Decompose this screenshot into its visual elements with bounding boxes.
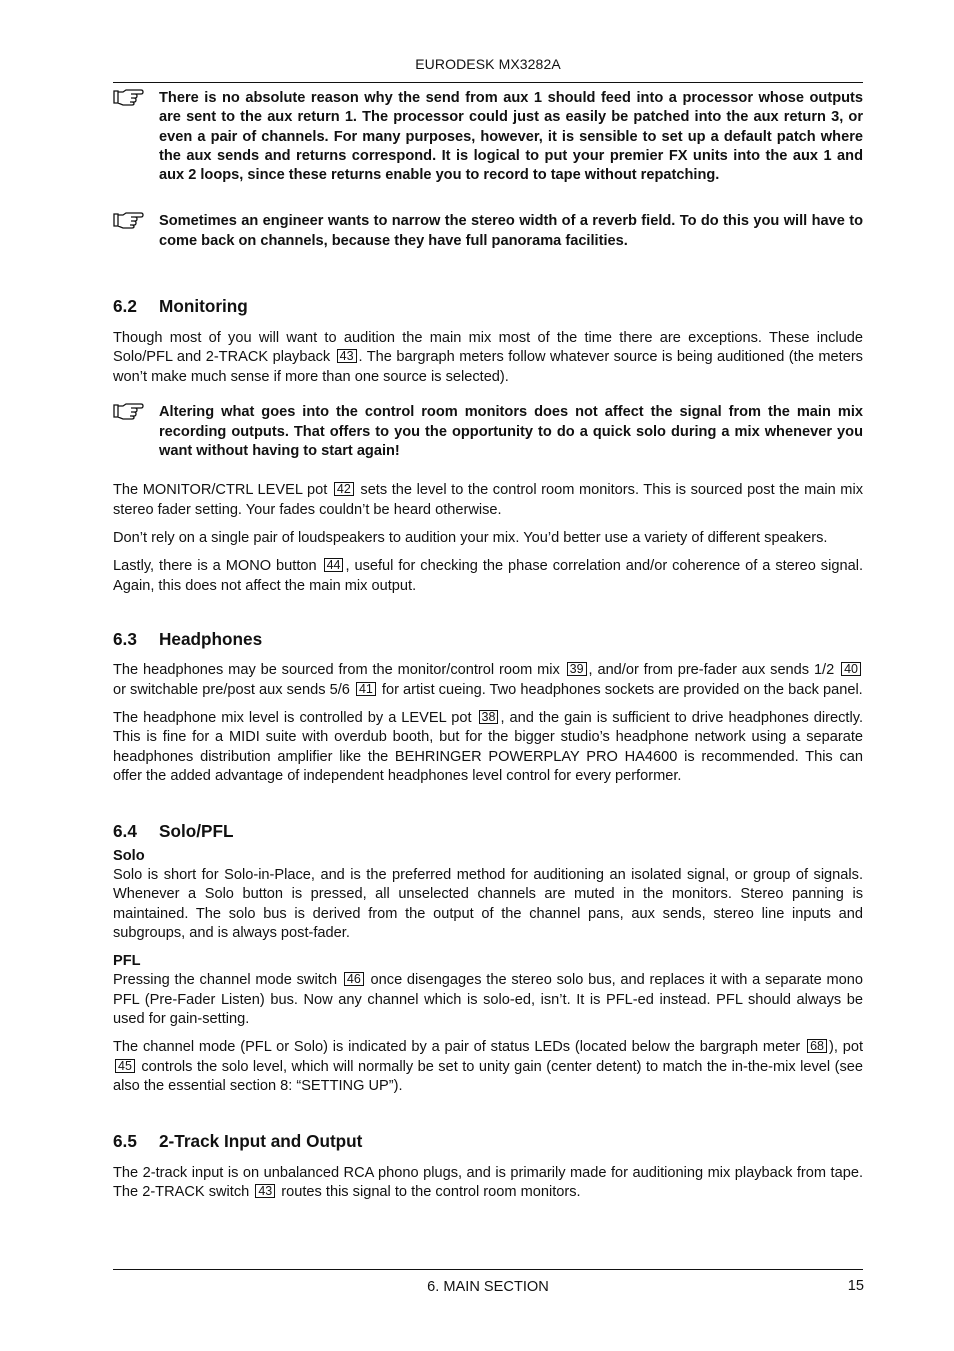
note-control-room: [113, 403, 863, 461]
subheading-pfl: PFL: [113, 952, 141, 969]
paragraph: Solo is short for Solo-in-Place, and is the preferred method for auditioning an isolated signal, or group of signals. Whenever a Solo button is pressed, all unselected channels are muted in the monitors. Stereo panning is maintained. The solo bus is derived from the output of the channel pans, aux sends, stereo line inputs and subgroups, and is always post-fader.: [113, 867, 863, 942]
control-reference: 46: [344, 972, 364, 986]
section-heading-headphones: [113, 628, 863, 650]
section-heading-solo-pfl: [113, 820, 863, 842]
footer-section-name: 6. MAIN SECTION: [427, 1279, 549, 1295]
paragraph: The MONITOR/CTRL LEVEL pot 42 sets the level to the control room monitors. This is sourced post the main mix stereo fader setting. Your fades couldn’t be heard otherwise.: [113, 482, 863, 518]
control-reference: 38: [479, 710, 499, 724]
note-text: There is no absolute reason why the send from aux 1 should feed into a processor whose outputs are sent to the aux return 1. The processor could just as easily be patched into the aux return 3, or even a pair of channels. For many purposes, however, it is sensible to set up a default patch where the aux sends and returns correspond. It is logical to put your premier FX units into the aux 1 and aux 2 loops, since these returns enable you to record to tape without repatching.: [159, 90, 863, 184]
pointing-hand-icon: [113, 88, 145, 106]
control-reference: 44: [324, 558, 344, 572]
paragraph: Pressing the channel mode switch 46 once disengages the stereo solo bus, and replaces it with a separate mono PFL (Pre-Fader Listen) bus. Now any channel which is solo-ed, isn’t. It is PFL-ed instead. PFL should always be used for gain-setting.: [113, 972, 863, 1027]
page-content: [113, 89, 863, 1202]
pointing-hand-icon: [113, 402, 145, 420]
note-text: Altering what goes into the control room monitors does not affect the signal from the main mix recording outputs. That offers to you the opportunity to do a quick solo during a mix whenever you want without having to start again!: [159, 404, 863, 459]
note-text: Sometimes an engineer wants to narrow the stereo width of a reverb field. To do this you will have to come back on channels, because they have full panorama facilities.: [159, 213, 863, 249]
control-reference: 42: [334, 482, 354, 496]
header-rule: [113, 82, 863, 83]
subheading-solo: Solo: [113, 847, 145, 864]
section-number: 6.4: [113, 820, 137, 841]
page-number: 15: [847, 1278, 864, 1294]
paragraph: The channel mode (PFL or Solo) is indicated by a pair of status LEDs (located below the bargraph meter 68 ), pot 45 controls the solo level, which will normally be set to unity gain (center detent) to match the in-the-mix level (see also the essential section 8: “SETTING UP”).: [113, 1039, 864, 1095]
pointing-hand-icon: [113, 211, 145, 229]
paragraph: The headphone mix level is controlled by a LEVEL pot 38 , and the gain is sufficient to drive headphones directly. This is fine for a MIDI suite with overdub booth, but for the bigger studio’s headphone network using a separate headphones distribution amplifier like the BEHRINGER POWERPLAY PRO HA4600 is recommended. This can offer the added advantage of independent headphones level control for every performer.: [113, 710, 863, 785]
section-heading-2-track: [113, 1130, 863, 1152]
paragraph: The 2-track input is on unbalanced RCA phono plugs, and is primarily made for auditioning mix playback from tape. The 2-TRACK switch 43 routes this signal to the control room monitors.: [113, 1164, 863, 1200]
paragraph: Lastly, there is a MONO button 44 , useful for checking the phase correlation and/or coherence of a stereo signal. Again, this does not affect the main mix output.: [113, 558, 863, 594]
control-reference: 68: [807, 1039, 827, 1053]
section-number: 6.2: [113, 296, 137, 317]
section-number: 6.3: [113, 629, 137, 650]
section-title: 2-Track Input and Output: [159, 1130, 363, 1151]
control-reference: 41: [356, 682, 376, 696]
section-title: Monitoring: [159, 296, 248, 317]
control-reference: 39: [567, 662, 587, 676]
note-aux-patching: [113, 89, 863, 185]
control-reference: 43: [337, 349, 357, 363]
control-reference: 43: [255, 1184, 275, 1198]
control-reference: 40: [841, 662, 861, 676]
section-number: 6.5: [113, 1130, 137, 1151]
section-heading-monitoring: [113, 295, 863, 317]
footer-rule: [113, 1269, 863, 1270]
note-reverb-width: [113, 212, 863, 251]
page-header-title: EURODESK MX3282A: [415, 56, 561, 72]
section-title: Headphones: [159, 629, 263, 650]
paragraph: The headphones may be sourced from the monitor/control room mix 39 , and/or from pre-fader aux sends 1/2 40 or switchable pre/post aux sends 5/6 41 for artist cueing. Two headphones sockets are provided on the back panel.: [113, 662, 863, 698]
section-title: Solo/PFL: [159, 820, 234, 841]
paragraph: Though most of you will want to audition the main mix most of the time there are exceptions. These include Solo/PFL and 2-TRACK playback 43 . The bargraph meters follow whatever source is being auditioned (the meters won’t make much sense if more than one source is selected).: [113, 330, 863, 385]
control-reference: 45: [115, 1059, 135, 1073]
paragraph: Don’t rely on a single pair of loudspeakers to audition your mix. You’d better use a variety of different speakers.: [113, 530, 828, 546]
